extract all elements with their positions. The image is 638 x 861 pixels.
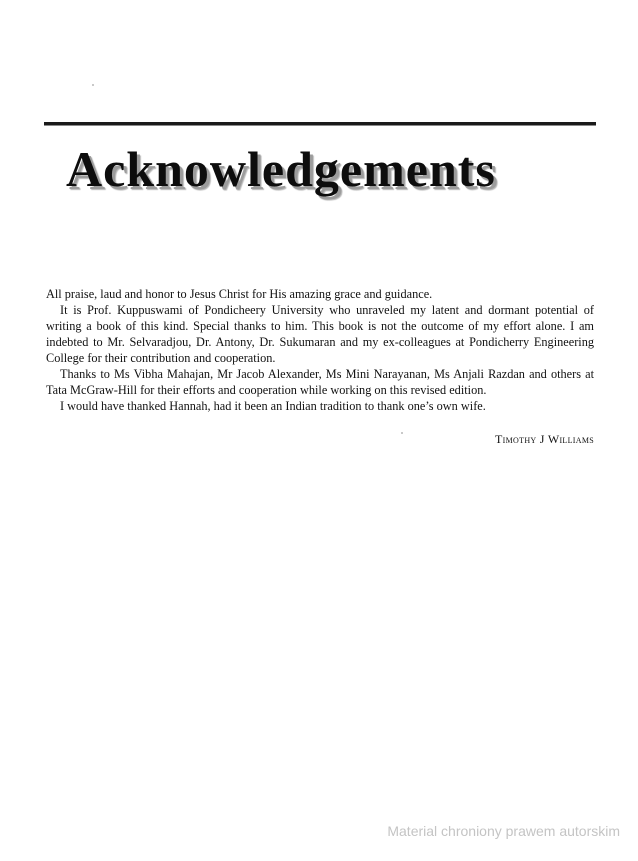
scan-speck (92, 84, 94, 86)
paragraph-praise: All praise, laud and honor to Jesus Christ for His amazing grace and guidance. (46, 287, 433, 301)
author-signature: Timothy J Williams (495, 432, 594, 446)
copyright-watermark: Material chroniony prawem autorskim (387, 823, 620, 839)
paragraph-tata-mcgraw-hill: Thanks to Ms Vibha Mahajan, Mr Jacob Alexander, Ms Mini Narayanan, Ms Anjali Razdan and others at Tata McGraw-Hill for their efforts and cooperation while working on this revised edition. (46, 367, 594, 397)
header-rule-shadow (44, 125, 596, 126)
scan-speck (401, 432, 403, 434)
page-title: Acknowledgements (66, 141, 496, 197)
paragraph-hannah: I would have thanked Hannah, had it been an Indian tradition to thank one’s own wife. (60, 399, 486, 413)
paragraph-kuppuswami: It is Prof. Kuppuswami of Pondicheery University who unraveled my latent and dormant potential of writing a book of this kind. Special thanks to him. This book is not the outcome of my effort alone. I am indebted to Mr. Selvaradjou, Dr. Antony, Dr. Sukumaran and my ex-colleagues at Pondicherry Engineering College for their contribution and cooperation. (46, 303, 594, 365)
acknowledgement-body (46, 286, 594, 414)
